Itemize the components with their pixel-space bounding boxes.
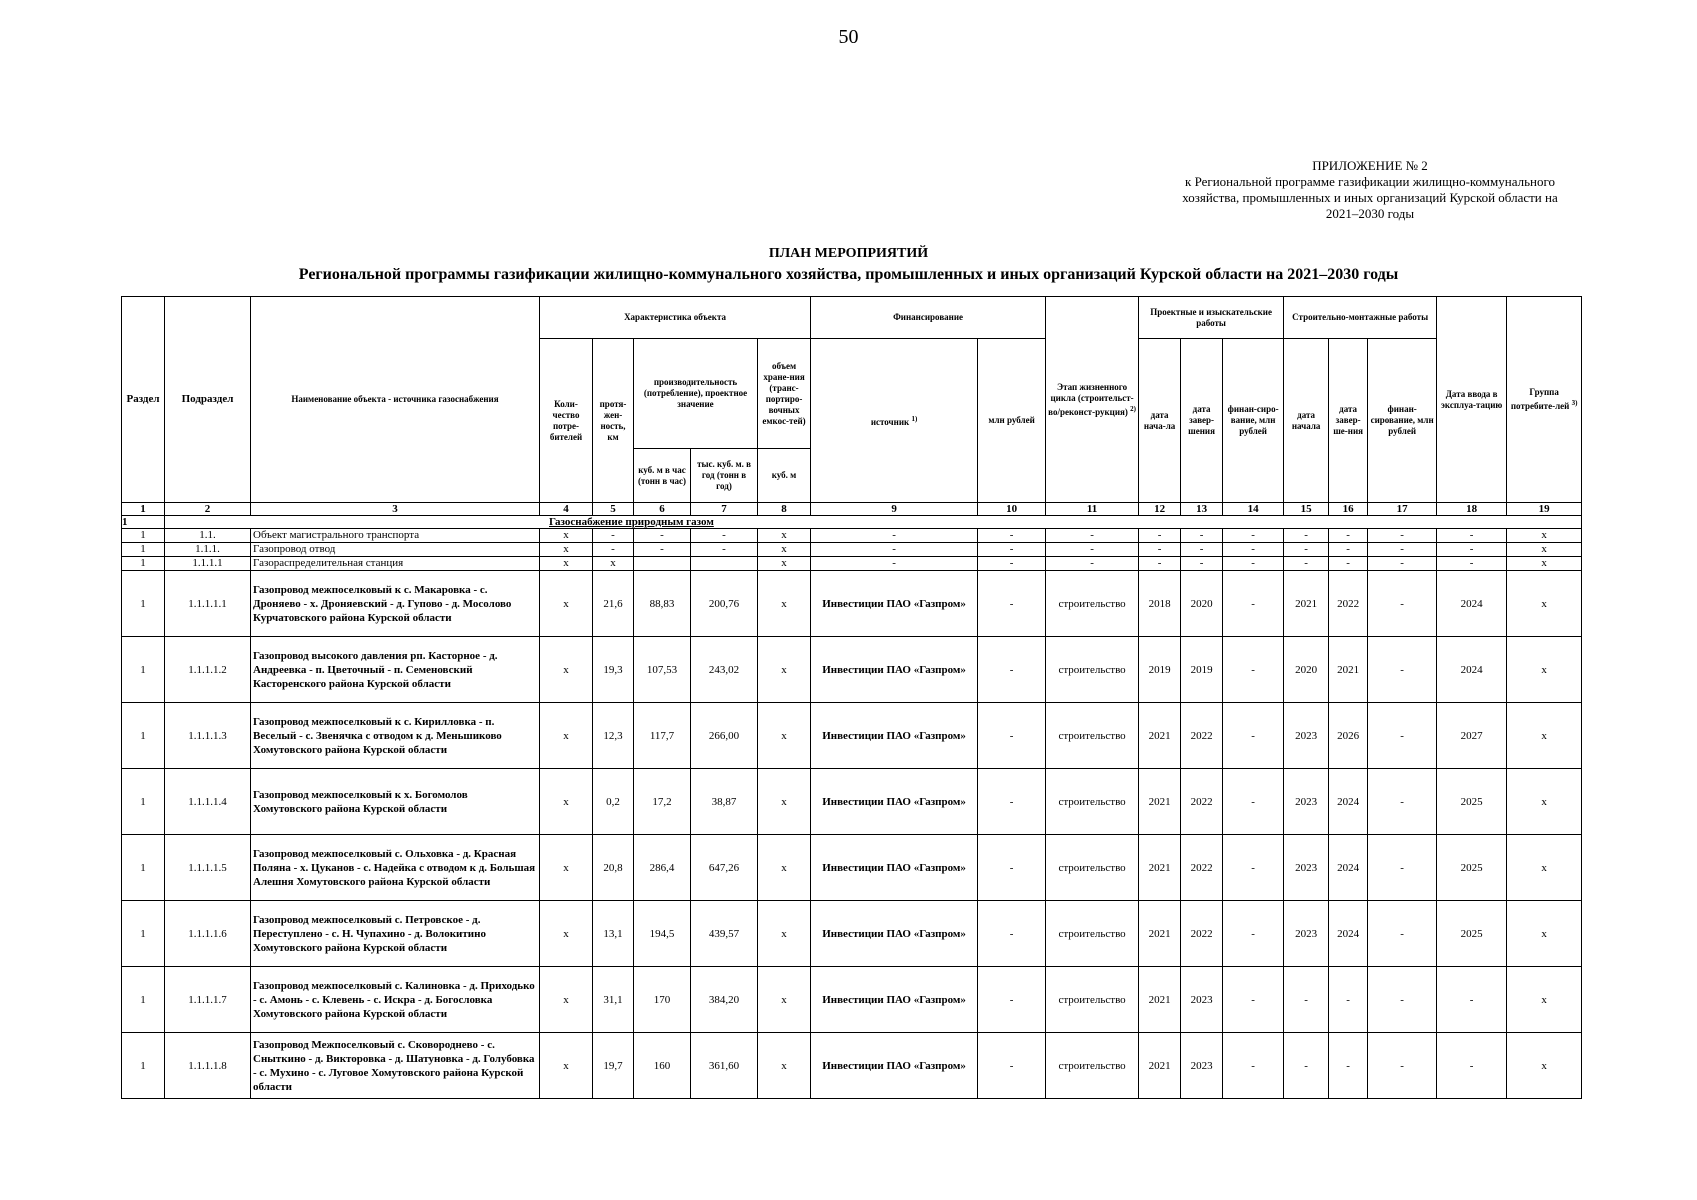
cell-podrazdel: 1.1.1.1.8 [165,1033,251,1099]
table-row [122,967,1582,1033]
table-row [122,637,1582,703]
cell-lifecycle: - [1046,557,1139,571]
cell-constr-end: 2021 [1329,637,1368,703]
cell-source: Инвестиции ПАО «Газпром» [811,835,978,901]
cell-capacity-hour: 170 [634,967,691,1033]
cell-name: Газопровод межпоселковый к с. Кирилловка - п. Веселый - с. Звенячка с отводом к д. Меньшиково Хомутовского района Курской области [251,703,540,769]
header-commission-date: Дата ввода в эксплуа-тацию [1437,297,1507,503]
header-storage-unit: куб. м [758,449,811,503]
cell-constr-start: 2021 [1284,571,1329,637]
cell-name: Газопровод межпоселковый к х. Богомолов Хомутовского района Курской области [251,769,540,835]
cell-design-start: - [1139,529,1181,543]
cell-storage: х [758,967,811,1033]
cell-storage: х [758,1033,811,1099]
appendix-line: хозяйства, промышленных и иных организаций Курской области на [1182,190,1558,205]
cell-capacity-hour: - [634,543,691,557]
cell-capacity-year: 200,76 [691,571,758,637]
cell-capacity-hour: 17,2 [634,769,691,835]
cell-podrazdel: 1.1.1.1.3 [165,703,251,769]
cell-mln-rub: - [978,637,1046,703]
cell-length: х [593,557,634,571]
cell-length: 21,6 [593,571,634,637]
cell-constr-financing: - [1368,967,1437,1033]
cell-name: Газопровод межпоселковый с. Ольховка - д. Красная Поляна - х. Цуканов - с. Надейка с отводом к д. Большая Алешня Хомутовского района Курской области [251,835,540,901]
table-row [122,769,1582,835]
cell-capacity-year: 439,57 [691,901,758,967]
column-number: 17 [1368,503,1437,516]
cell-constr-financing: - [1368,571,1437,637]
cell-lifecycle: строительство [1046,901,1139,967]
cell-source: Инвестиции ПАО «Газпром» [811,967,978,1033]
cell-length: - [593,543,634,557]
cell-commission-date: - [1437,967,1507,1033]
cell-design-financing: - [1223,637,1284,703]
cell-podrazdel: 1.1.1.1.4 [165,769,251,835]
cell-constr-start: - [1284,529,1329,543]
cell-consumers: х [540,1033,593,1099]
cell-razdel: 1 [122,703,165,769]
cell-commission-date: 2025 [1437,901,1507,967]
cell-design-financing: - [1223,557,1284,571]
cell-commission-date: - [1437,543,1507,557]
cell-mln-rub: - [978,543,1046,557]
cell-lifecycle: строительство [1046,571,1139,637]
cell-design-end: 2022 [1181,703,1223,769]
header-source: источник $^{1)}$ [811,339,978,503]
cell-design-start: 2021 [1139,967,1181,1033]
header-capacity-year: тыс. куб. м. в год (тонн в год) [691,449,758,503]
cell-constr-end: - [1329,967,1368,1033]
cell-name: Объект магистрального транспорта [251,529,540,543]
cell-length: - [593,529,634,543]
cell-podrazdel: 1.1.1.1.7 [165,967,251,1033]
table-row [122,557,1582,571]
cell-design-start: 2021 [1139,769,1181,835]
cell-commission-date: 2024 [1437,571,1507,637]
cell-consumer-group: х [1507,557,1582,571]
cell-consumers: х [540,769,593,835]
cell-consumer-group: х [1507,901,1582,967]
cell-lifecycle: строительство [1046,637,1139,703]
cell-storage: х [758,703,811,769]
header-constr-end: дата завер-ше-ния [1329,339,1368,503]
cell-source: - [811,557,978,571]
cell-constr-financing: - [1368,703,1437,769]
cell-design-start: - [1139,557,1181,571]
table-row [122,835,1582,901]
cell-source: Инвестиции ПАО «Газпром» [811,703,978,769]
cell-constr-financing: - [1368,529,1437,543]
column-number: 5 [593,503,634,516]
cell-constr-financing: - [1368,543,1437,557]
cell-razdel: 1 [122,637,165,703]
column-number: 2 [165,503,251,516]
cell-constr-end: - [1329,529,1368,543]
cell-name: Газопровод межпоселковый к с. Макаровка - с. Дроняево - х. Дроняевский - д. Гупово - д. Мосолово Курчатовского района Курской области [251,571,540,637]
cell-constr-end: 2026 [1329,703,1368,769]
cell-design-end: 2022 [1181,901,1223,967]
cell-design-financing: - [1223,967,1284,1033]
cell-design-end: - [1181,557,1223,571]
cell-capacity-year: 266,00 [691,703,758,769]
cell-design-end: - [1181,529,1223,543]
cell-podrazdel: 1.1.1. [165,543,251,557]
column-number: 14 [1223,503,1284,516]
header-consumer-group: Группа потребите-лей $^{3)}$ [1507,297,1582,503]
cell-mln-rub: - [978,901,1046,967]
cell-commission-date: - [1437,1033,1507,1099]
cell-source: - [811,529,978,543]
cell-design-start: 2019 [1139,637,1181,703]
cell-podrazdel: 1.1. [165,529,251,543]
cell-razdel: 1 [122,557,165,571]
cell-razdel: 1 [122,1033,165,1099]
column-number: 7 [691,503,758,516]
cell-source: Инвестиции ПАО «Газпром» [811,1033,978,1099]
cell-lifecycle: строительство [1046,835,1139,901]
cell-constr-financing: - [1368,835,1437,901]
cell-length: 31,1 [593,967,634,1033]
column-number: 1 [122,503,165,516]
cell-consumer-group: х [1507,769,1582,835]
cell-razdel: 1 [122,769,165,835]
cell-lifecycle: - [1046,543,1139,557]
cell-storage: х [758,543,811,557]
cell-capacity-hour: 194,5 [634,901,691,967]
cell-design-end: 2023 [1181,1033,1223,1099]
cell-consumers: х [540,543,593,557]
cell-razdel: 1 [122,543,165,557]
cell-constr-start: 2023 [1284,901,1329,967]
column-number: 3 [251,503,540,516]
cell-name: Газопровод высокого давления рп. Касторное - д. Андреевка - п. Цветочный - п. Семеновский Касторенского района Курской области [251,637,540,703]
cell-consumer-group: х [1507,637,1582,703]
column-number: 13 [1181,503,1223,516]
cell-mln-rub: - [978,967,1046,1033]
cell-consumer-group: х [1507,835,1582,901]
cell-storage: х [758,769,811,835]
cell-lifecycle: строительство [1046,967,1139,1033]
cell-constr-end: 2024 [1329,835,1368,901]
cell-capacity-hour: - [634,529,691,543]
column-number: 16 [1329,503,1368,516]
cell-consumer-group: х [1507,571,1582,637]
cell-design-financing: - [1223,769,1284,835]
cell-constr-start: 2023 [1284,835,1329,901]
cell-consumers: х [540,529,593,543]
cell-capacity-year: 243,02 [691,637,758,703]
cell-mln-rub: - [978,1033,1046,1099]
column-numbers-row [122,503,1582,516]
cell-source: Инвестиции ПАО «Газпром» [811,571,978,637]
section-row [122,516,1582,529]
cell-capacity-year: - [691,543,758,557]
header-financing: Финансирование [811,297,1046,339]
cell-design-end: 2020 [1181,571,1223,637]
cell-capacity-year: 384,20 [691,967,758,1033]
cell-length: 19,3 [593,637,634,703]
header-podrazdel: Подраздел [165,297,251,503]
header-name: Наименование объекта - источника газоснабжения [251,297,540,503]
column-number: 4 [540,503,593,516]
cell-razdel: 1 [122,529,165,543]
appendix-line: к Региональной программе газификации жилищно-коммунального [1185,174,1555,189]
table-row [122,529,1582,543]
column-number: 11 [1046,503,1139,516]
cell-capacity-year: 647,26 [691,835,758,901]
appendix-line: 2021–2030 годы [1325,206,1415,221]
cell-podrazdel: 1.1.1.1.5 [165,835,251,901]
cell-constr-financing: - [1368,901,1437,967]
appendix-header [1150,158,1590,222]
cell-mln-rub: - [978,703,1046,769]
column-number: 19 [1507,503,1582,516]
column-number: 18 [1437,503,1507,516]
cell-constr-financing: - [1368,769,1437,835]
header-capacity-hour: куб. м в час (тонн в час) [634,449,691,503]
cell-commission-date: - [1437,557,1507,571]
cell-mln-rub: - [978,557,1046,571]
cell-design-start: 2021 [1139,901,1181,967]
cell-name: Газопровод межпоселковый с. Петровское - д. Переступлено - с. Н. Чупахино - д. Волокитино Хомутовского района Курской области [251,901,540,967]
column-number: 12 [1139,503,1181,516]
cell-razdel: 1 [122,901,165,967]
plan-table [121,296,1582,1099]
page-number: 50 [838,26,859,48]
table-row [122,543,1582,557]
cell-storage: х [758,571,811,637]
header-design-start: дата нача-ла [1139,339,1181,503]
table-row [122,1033,1582,1099]
header-lifecycle: Этап жизненного цикла (строительст-во/реконст-рукция) $^{2)}$ [1046,297,1139,503]
cell-storage: х [758,637,811,703]
header-razdel: Раздел [122,297,165,503]
column-number: 10 [978,503,1046,516]
header-design-works: Проектные и изыскательские работы [1139,297,1284,339]
header-storage: объем хране-ния (транс-портиро-вочных емкос-тей) [758,339,811,449]
column-number: 6 [634,503,691,516]
cell-constr-start: - [1284,543,1329,557]
table-row [122,571,1582,637]
cell-mln-rub: - [978,769,1046,835]
cell-podrazdel: 1.1.1.1 [165,557,251,571]
cell-constr-start: - [1284,557,1329,571]
cell-mln-rub: - [978,529,1046,543]
cell-consumers: х [540,637,593,703]
cell-constr-end: 2024 [1329,901,1368,967]
cell-capacity-hour: 160 [634,1033,691,1099]
cell-consumer-group: х [1507,529,1582,543]
cell-storage: х [758,557,811,571]
cell-design-financing: - [1223,835,1284,901]
cell-consumers: х [540,835,593,901]
header-design-end: дата завер-шения [1181,339,1223,503]
cell-razdel: 1 [122,835,165,901]
cell-commission-date: - [1437,529,1507,543]
cell-length: 20,8 [593,835,634,901]
cell-constr-end: - [1329,557,1368,571]
cell-constr-start: 2023 [1284,769,1329,835]
cell-design-end: 2022 [1181,835,1223,901]
cell-name: Газораспределительная станция [251,557,540,571]
cell-consumers: х [540,571,593,637]
cell-design-start: 2018 [1139,571,1181,637]
header-capacity: производительность (потребление), проектное значение [634,339,758,449]
cell-design-end: 2019 [1181,637,1223,703]
cell-design-start: - [1139,543,1181,557]
header-length: протя-жен-ность, км [593,339,634,503]
cell-design-end: - [1181,543,1223,557]
cell-design-financing: - [1223,543,1284,557]
section-number: 1 [122,516,165,529]
cell-capacity-hour: 117,7 [634,703,691,769]
cell-capacity-year: 38,87 [691,769,758,835]
header-constr-financing: финан-сирование, млн рублей [1368,339,1437,503]
cell-source: Инвестиции ПАО «Газпром» [811,901,978,967]
cell-name: Газопровод межпоселковый с. Калиновка - д. Приходько - с. Амонь - с. Клевень - с. Искра - д. Богословка Хомутовского района Курской области [251,967,540,1033]
cell-name: Газопровод Межпоселковый с. Сковороднево - с. Сныткино - д. Викторовка - д. Шатуновка - д. Голубовка - с. Мухино - с. Луговое Хомутовского района Курской области [251,1033,540,1099]
cell-length: 19,7 [593,1033,634,1099]
cell-storage: х [758,529,811,543]
plan-subtitle: Региональной программы газификации жилищно-коммунального хозяйства, промышленных и иных организаций Курской области на 2021–2030 годы [298,266,1399,283]
header-characteristics: Характеристика объекта [540,297,811,339]
cell-capacity-year: - [691,529,758,543]
cell-capacity-hour: 107,53 [634,637,691,703]
cell-lifecycle: строительство [1046,703,1139,769]
cell-commission-date: 2025 [1437,769,1507,835]
cell-design-financing: - [1223,901,1284,967]
cell-design-start: 2021 [1139,1033,1181,1099]
header-design-financing: финан-сиро-вание, млн рублей [1223,339,1284,503]
cell-podrazdel: 1.1.1.1.6 [165,901,251,967]
cell-consumer-group: х [1507,967,1582,1033]
cell-storage: х [758,835,811,901]
header-consumers: Коли-чество потре-бителей [540,339,593,503]
cell-consumer-group: х [1507,1033,1582,1099]
cell-lifecycle: строительство [1046,769,1139,835]
cell-constr-start: 2020 [1284,637,1329,703]
cell-constr-start: 2023 [1284,703,1329,769]
cell-commission-date: 2027 [1437,703,1507,769]
cell-constr-end: - [1329,1033,1368,1099]
cell-consumers: х [540,967,593,1033]
cell-design-financing: - [1223,529,1284,543]
cell-commission-date: 2024 [1437,637,1507,703]
cell-design-start: 2021 [1139,835,1181,901]
cell-constr-end: 2024 [1329,769,1368,835]
column-number: 8 [758,503,811,516]
cell-podrazdel: 1.1.1.1.2 [165,637,251,703]
cell-consumers: х [540,901,593,967]
cell-constr-start: - [1284,967,1329,1033]
cell-design-financing: - [1223,1033,1284,1099]
cell-source: Инвестиции ПАО «Газпром» [811,769,978,835]
plan-title: ПЛАН МЕРОПРИЯТИЙ [768,246,929,261]
cell-consumers: х [540,557,593,571]
cell-length: 13,1 [593,901,634,967]
cell-constr-end: 2022 [1329,571,1368,637]
cell-capacity-hour [634,557,691,571]
cell-capacity-hour: 88,83 [634,571,691,637]
cell-capacity-year [691,557,758,571]
cell-storage: х [758,901,811,967]
column-number: 15 [1284,503,1329,516]
cell-length: 12,3 [593,703,634,769]
cell-razdel: 1 [122,571,165,637]
cell-constr-financing: - [1368,557,1437,571]
cell-constr-financing: - [1368,637,1437,703]
table-row [122,703,1582,769]
cell-capacity-year: 361,60 [691,1033,758,1099]
cell-design-financing: - [1223,571,1284,637]
appendix-title: ПРИЛОЖЕНИЕ № 2 [1312,158,1428,173]
cell-length: 0,2 [593,769,634,835]
header-mln-rub: млн рублей [978,339,1046,503]
header-constr-start: дата начала [1284,339,1329,503]
cell-design-start: 2021 [1139,703,1181,769]
cell-constr-start: - [1284,1033,1329,1099]
cell-consumer-group: х [1507,543,1582,557]
cell-constr-end: - [1329,543,1368,557]
cell-razdel: 1 [122,967,165,1033]
cell-design-financing: - [1223,703,1284,769]
cell-lifecycle: строительство [1046,1033,1139,1099]
cell-consumers: х [540,703,593,769]
cell-source: Инвестиции ПАО «Газпром» [811,637,978,703]
cell-capacity-hour: 286,4 [634,835,691,901]
cell-commission-date: 2025 [1437,835,1507,901]
cell-consumer-group: х [1507,703,1582,769]
column-number: 9 [811,503,978,516]
table-row [122,901,1582,967]
cell-design-end: 2022 [1181,769,1223,835]
cell-lifecycle: - [1046,529,1139,543]
cell-podrazdel: 1.1.1.1.1 [165,571,251,637]
cell-name: Газопровод отвод [251,543,540,557]
cell-constr-financing: - [1368,1033,1437,1099]
cell-mln-rub: - [978,571,1046,637]
cell-mln-rub: - [978,835,1046,901]
section-title: Газоснабжение природным газом [165,516,1582,529]
header-construction-works: Строительно-монтажные работы [1284,297,1437,339]
cell-source: - [811,543,978,557]
cell-design-end: 2023 [1181,967,1223,1033]
